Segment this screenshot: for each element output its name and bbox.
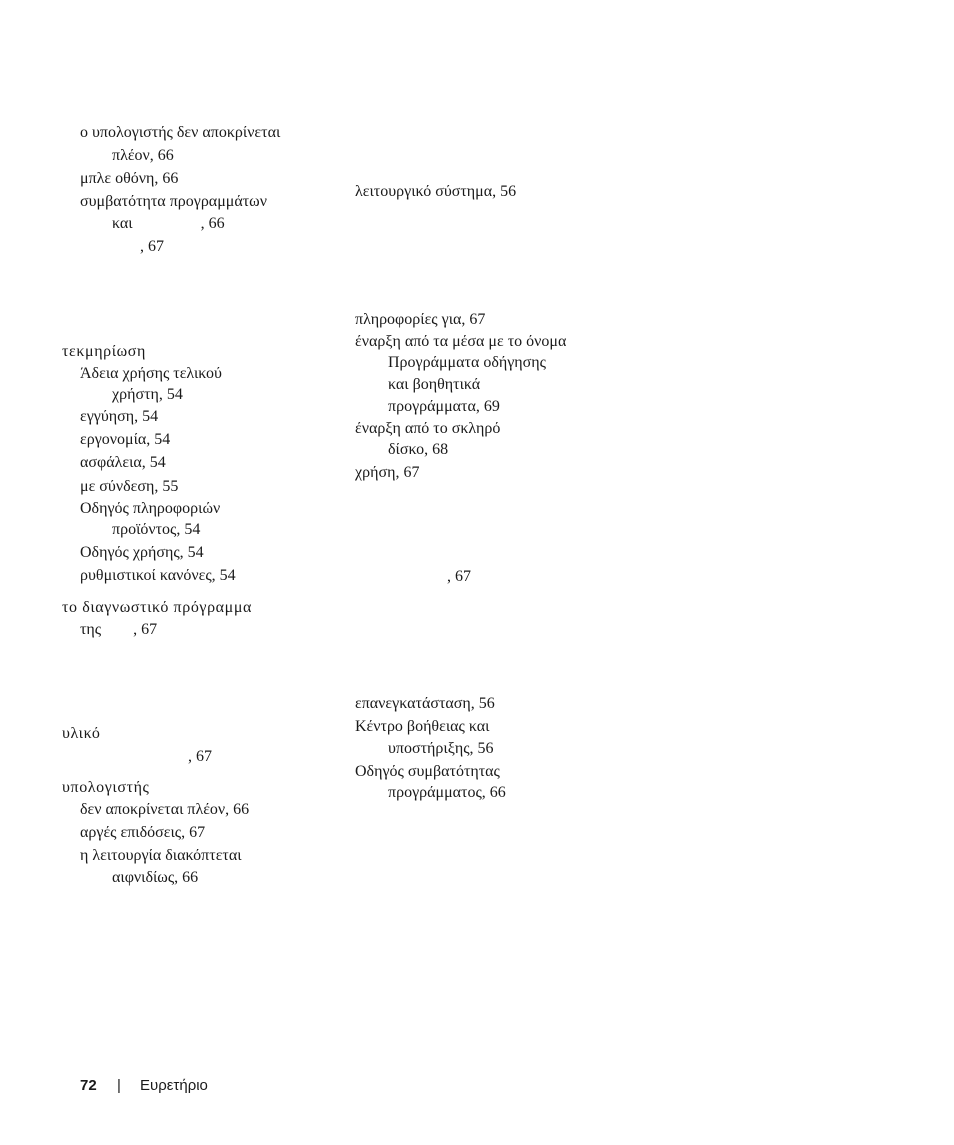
index-entry: ρυθμιστικοί κανόνες, 54 — [80, 567, 236, 584]
index-entry: προγράμματος, 66 — [388, 784, 506, 801]
index-entry: δίσκο, 68 — [388, 441, 449, 458]
footer-section-title: Ευρετήριο — [140, 1077, 208, 1094]
index-entry: Οδηγός χρήσης, 54 — [80, 544, 204, 561]
index-entry: Άδεια χρήσης τελικού — [80, 365, 222, 382]
index-entry: προγράμματα, 69 — [388, 398, 500, 415]
index-entry: της , 67 — [80, 621, 158, 638]
index-entry: και βοηθητικά — [388, 376, 481, 393]
index-entry: εργονομία, 54 — [80, 431, 171, 448]
footer-separator: | — [117, 1077, 121, 1094]
index-entry: , 67 — [355, 568, 471, 585]
index-entry: λειτουργικό σύστημα, 56 — [355, 183, 517, 200]
index-entry: χρήση, 67 — [355, 464, 420, 481]
index-entry: ασφάλεια, 54 — [80, 454, 166, 471]
index-entry: συμβατότητα προγραμμάτων — [80, 193, 267, 210]
index-entry: εγγύηση, 54 — [80, 408, 159, 425]
index-entry: έναρξη από το σκληρό — [355, 420, 501, 437]
index-entry: δεν αποκρίνεται πλέον, 66 — [80, 801, 250, 818]
index-entry: έναρξη από τα μέσα με το όνομα — [355, 333, 567, 350]
index-entry: πληροφορίες για, 67 — [355, 311, 486, 328]
index-entry: και , 66 — [112, 215, 225, 232]
index-heading: το διαγνωστικό πρόγραμμα — [62, 599, 253, 616]
index-entry: με σύνδεση, 55 — [80, 478, 179, 495]
index-entry: πλέον, 66 — [112, 147, 174, 164]
index-entry: αιφνιδίως, 66 — [112, 869, 199, 886]
index-heading: υλικό — [62, 725, 101, 742]
index-entry: υποστήριξης, 56 — [388, 740, 494, 757]
index-entry: επανεγκατάσταση, 56 — [355, 695, 495, 712]
index-entry: Οδηγός πληροφοριών — [80, 500, 221, 517]
index-entry: αργές επιδόσεις, 67 — [80, 824, 206, 841]
index-entry: ο υπολογιστής δεν αποκρίνεται — [80, 124, 281, 141]
index-entry: η λειτουργία διακόπτεται — [80, 847, 242, 864]
index-entry: Οδηγός συμβατότητας — [355, 763, 500, 780]
index-entry: , 67 — [112, 238, 164, 255]
page-number: 72 — [80, 1077, 97, 1094]
index-entry: Κέντρο βοήθειας και — [355, 718, 490, 735]
index-entry: μπλε οθόνη, 66 — [80, 170, 179, 187]
index-heading: υπολογιστής — [62, 779, 150, 796]
index-entry: χρήστη, 54 — [112, 386, 183, 403]
index-entry: Προγράμματα οδήγησης — [388, 354, 546, 371]
index-entry: , 67 — [80, 748, 212, 765]
index-entry: προϊόντος, 54 — [112, 521, 201, 538]
index-heading: τεκμηρίωση — [62, 343, 146, 360]
